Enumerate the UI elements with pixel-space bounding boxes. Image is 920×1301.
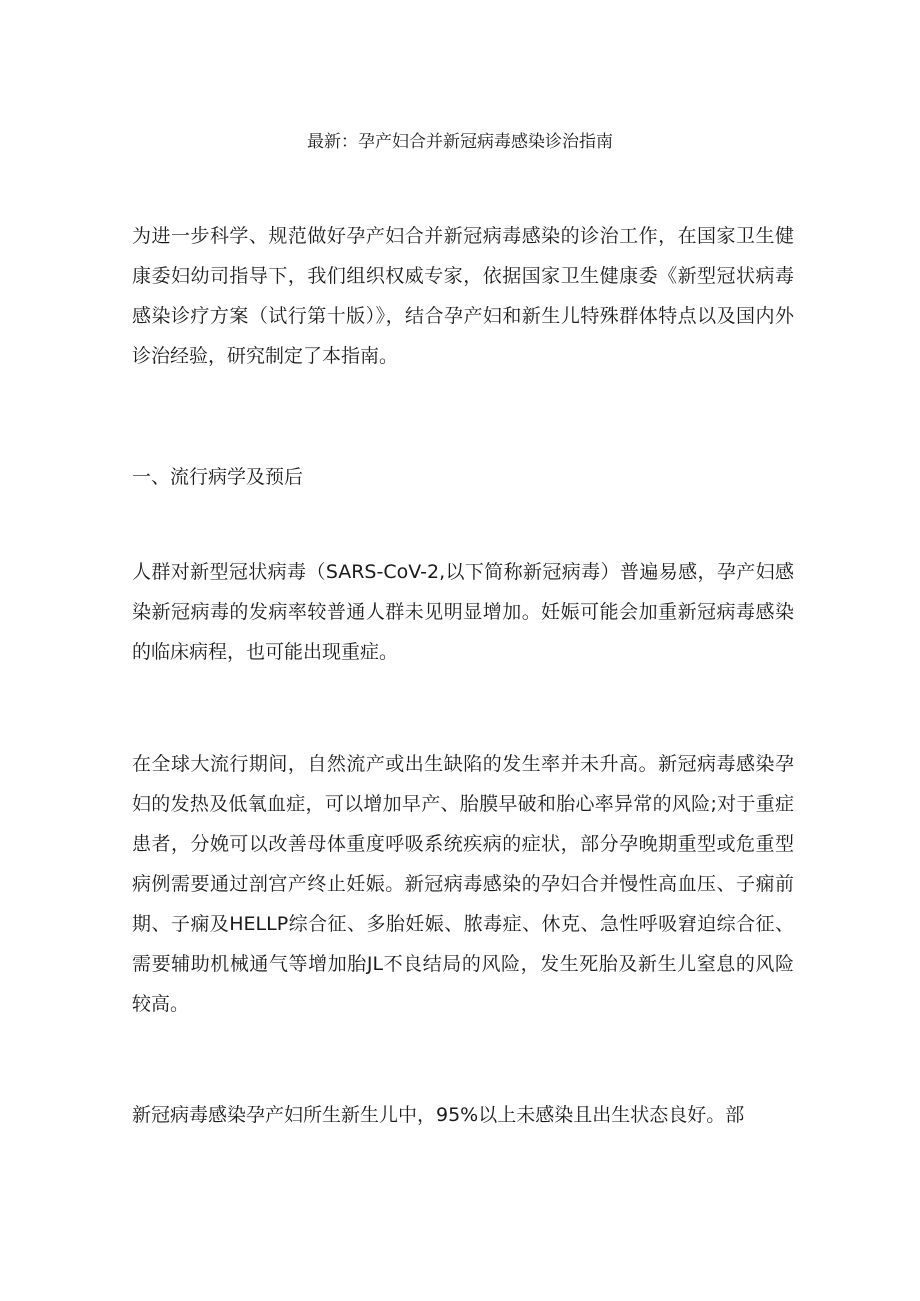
section-heading: 一、流行病学及预后 bbox=[132, 466, 304, 488]
document-title: 最新：孕产妇合并新冠病毒感染诊治指南 bbox=[307, 132, 613, 152]
paragraph-pandemic-outcomes: 在全球大流行期间，自然流产或出生缺陷的发生率并未升高。新冠病毒感染孕妇的发热及低氧血症，可以增加早产、胎膜早破和胎心率异常的风险;对于重症患者，分娩可以改善母体重度呼吸系统疾病的症状，部分孕晚期重型或危重型病例需要通过剖宫产终止妊娠。新冠病毒感染的孕妇合并慢性高血压、子痫前期、子痫及HELLP综合征、多胎妊娠、脓毒症、休克、急性呼吸窘迫综合征、需要辅助机械通气等增加胎JL不良结局的风险，发生死胎及新生儿窒息的风险较高。 bbox=[132, 753, 794, 1015]
intro-paragraph: 为进一步科学、规范做好孕产妇合并新冠病毒感染的诊治工作，在国家卫生健康委妇幼司指导下，我们组织权威专家，依据国家卫生健康委《新型冠状病毒感染诊疗方案（试行第十版）》，结合孕产妇和新生儿特殊群体特点以及国内外诊治经验，研究制定了本指南。 bbox=[132, 225, 794, 367]
paragraph-susceptibility: 人群对新型冠状病毒（SARS-CoV-2,以下简称新冠病毒）普遍易感，孕产妇感染新冠病毒的发病率较普通人群未见明显增加。妊娠可能会加重新冠病毒感染的临床病程，也可能出现重症。 bbox=[132, 561, 794, 663]
paragraph-newborn: 新冠病毒感染孕产妇所生新生儿中，95%以上未感染且出生状态良好。部 bbox=[132, 1104, 745, 1126]
